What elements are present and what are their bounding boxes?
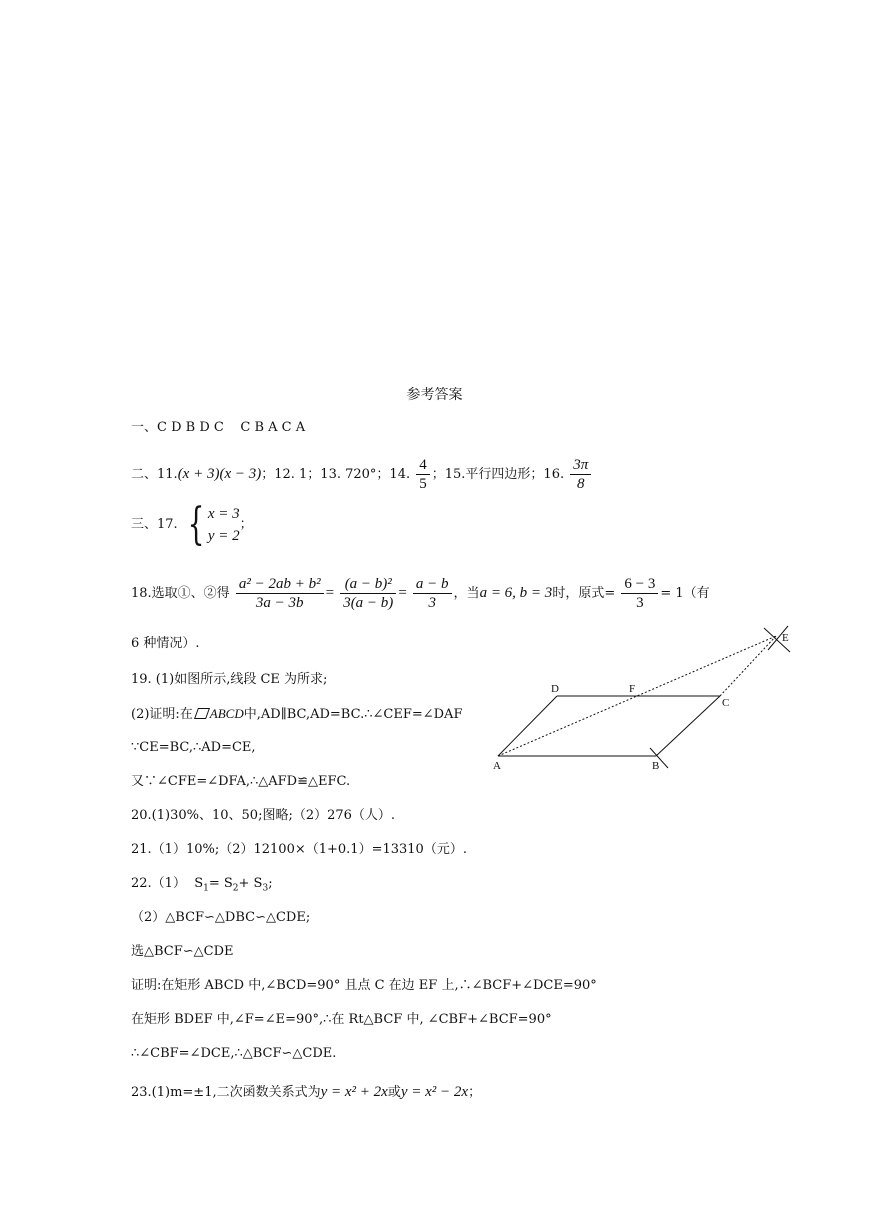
label-e: E (782, 632, 789, 644)
answer-18-result: = 1（有 (660, 586, 710, 601)
answer-20: 20.(1)30%、10、50;图略;（2）276（人）. (131, 808, 396, 823)
answer-22-line-5: 在矩形 BDEF 中,∠F=∠E=90°,∴在 Rt△BCF 中, ∠CBF+∠BCF=90° (131, 1012, 552, 1027)
label-f: F (629, 683, 636, 695)
answer-23-prefix: 23.(1)m=±1,二次函数关系式为 (131, 1085, 321, 1100)
answer-17-suffix: ； (239, 517, 253, 532)
or-word: 或 (387, 1085, 401, 1100)
fraction-3 (413, 575, 452, 612)
answer-section-2 (131, 454, 593, 495)
equation-y: y = 2 (207, 527, 240, 544)
answer-14-numerator: 4 (416, 456, 430, 475)
fraction-1 (236, 575, 324, 612)
answer-18-prefix: 18.选取①、②得 (131, 586, 230, 601)
answer-19-parallelogram-name: ABCD (209, 706, 244, 721)
answer-22-line-2: （2）△BCF∽△DBC∽△CDE; (131, 910, 311, 925)
answer-18: 18.选取①、②得 $\frac{\text{a² − 2ab + b²}}{3a - 3b}$ = $\frac{\text{(a − b)²}}{3(a - b)}$ = $\frac{a - b}{3}$ ，当a = 6, b = 3时，原式= $\frac{6 - 3}{3}$ = 1（有 (131, 576, 710, 611)
segment-ce-dashed (720, 636, 776, 696)
s-label: 22.（1） S (131, 876, 204, 891)
answer-19-line-2 (131, 704, 462, 725)
answer-23-suffix: ； (468, 1085, 482, 1100)
s1-subscript: 1 (203, 883, 209, 894)
answer-23 (131, 1082, 481, 1103)
section-1-prefix: 一、 (131, 420, 158, 435)
fraction-3-numerator: a − b (413, 575, 452, 594)
parallelogram-symbol (194, 708, 210, 719)
fraction-4-numerator: 6 − 3 (621, 575, 658, 594)
equation-b: y = x² − 2x (400, 1084, 469, 1100)
page-title: 参考答案 (406, 387, 463, 403)
s2-subscript: 2 (232, 883, 239, 894)
answer-14-fraction (416, 456, 430, 493)
parallelogram-figure (490, 624, 830, 774)
answer-22-line-1 (131, 874, 273, 899)
answer-19-line-2c: 中,AD∥BC,AD=BC.∴∠CEF=∠DAF (243, 707, 463, 722)
answer-16-numerator: 3π (570, 456, 591, 475)
label-d: D (551, 683, 559, 695)
section-1-answers: C D B D C C B A C A (157, 420, 306, 435)
segment-bc (656, 696, 720, 756)
answer-14-denominator: 5 (419, 476, 427, 492)
answer-18-mid2: 时，原式= (552, 586, 616, 601)
answers-15: ；15.平行四边形；16. (431, 467, 565, 482)
s-end: ; (268, 876, 273, 891)
answer-19-line-1: 19. (1)如图所示,线段 CE 为所求; (131, 672, 328, 687)
section-3-prefix: 三、17. (131, 517, 178, 532)
fraction-2-numerator: (a − b)² (340, 575, 396, 594)
answer-section-1 (131, 418, 305, 438)
fraction-2-denominator: 3(a − b) (343, 595, 394, 611)
answer-17 (131, 498, 253, 550)
segment-da (498, 696, 557, 756)
answers-12-13: ；12. 1；13. 720°；14. (261, 467, 411, 482)
answer-22-line-4: 证明:在矩形 ABCD 中,∠BCD=90° 且点 C 在边 EF 上,∴∠BCF+∠DCE=90° (131, 978, 597, 993)
answer-18-condition: a = 6, b = 3 (479, 585, 553, 601)
left-brace: { (187, 498, 205, 550)
equation-x: x = 3 (207, 505, 240, 522)
answer-18-line-2: 6 种情况）. (131, 636, 200, 651)
s-eq: = S (208, 876, 233, 891)
fraction-3-denominator: 3 (428, 595, 436, 611)
answer-19-line-4: 又∵∠CFE=∠DFA,∴△AFD≌△EFC. (131, 774, 351, 789)
equation-a: y = x² + 2x (320, 1084, 388, 1100)
s3-subscript: 3 (262, 883, 269, 894)
answer-19-line-2a: (2)证明:在 (131, 707, 193, 722)
fraction-4 (621, 575, 658, 612)
answer-11: (x + 3)(x − 3) (177, 466, 262, 482)
equation-system (182, 498, 240, 550)
answer-19-line-3: ∵CE=BC,∴AD=CE, (131, 740, 256, 755)
fraction-4-denominator: 3 (636, 595, 644, 611)
answer-21: 21.（1）10%;（2）12100×（1+0.1）=13310（元）. (131, 842, 467, 857)
s-plus: + S (238, 876, 263, 891)
label-b: B (652, 760, 660, 772)
section-2-prefix: 二、11. (131, 467, 178, 482)
label-a: A (493, 760, 501, 772)
answer-22-line-3: 选△BCF∽△CDE (131, 944, 234, 959)
answer-16-fraction (570, 456, 591, 493)
fraction-1-denominator: 3a − 3b (255, 595, 304, 611)
answer-22-line-6: ∴∠CBF=∠DCE,∴△BCF∽△CDE. (131, 1046, 337, 1061)
label-c: C (722, 697, 730, 709)
answer-16-denominator: 8 (577, 476, 585, 492)
fraction-1-numerator: a² − 2ab + b² (236, 575, 324, 594)
fraction-2 (340, 575, 396, 612)
answer-18-mid: ，当 (453, 586, 480, 601)
